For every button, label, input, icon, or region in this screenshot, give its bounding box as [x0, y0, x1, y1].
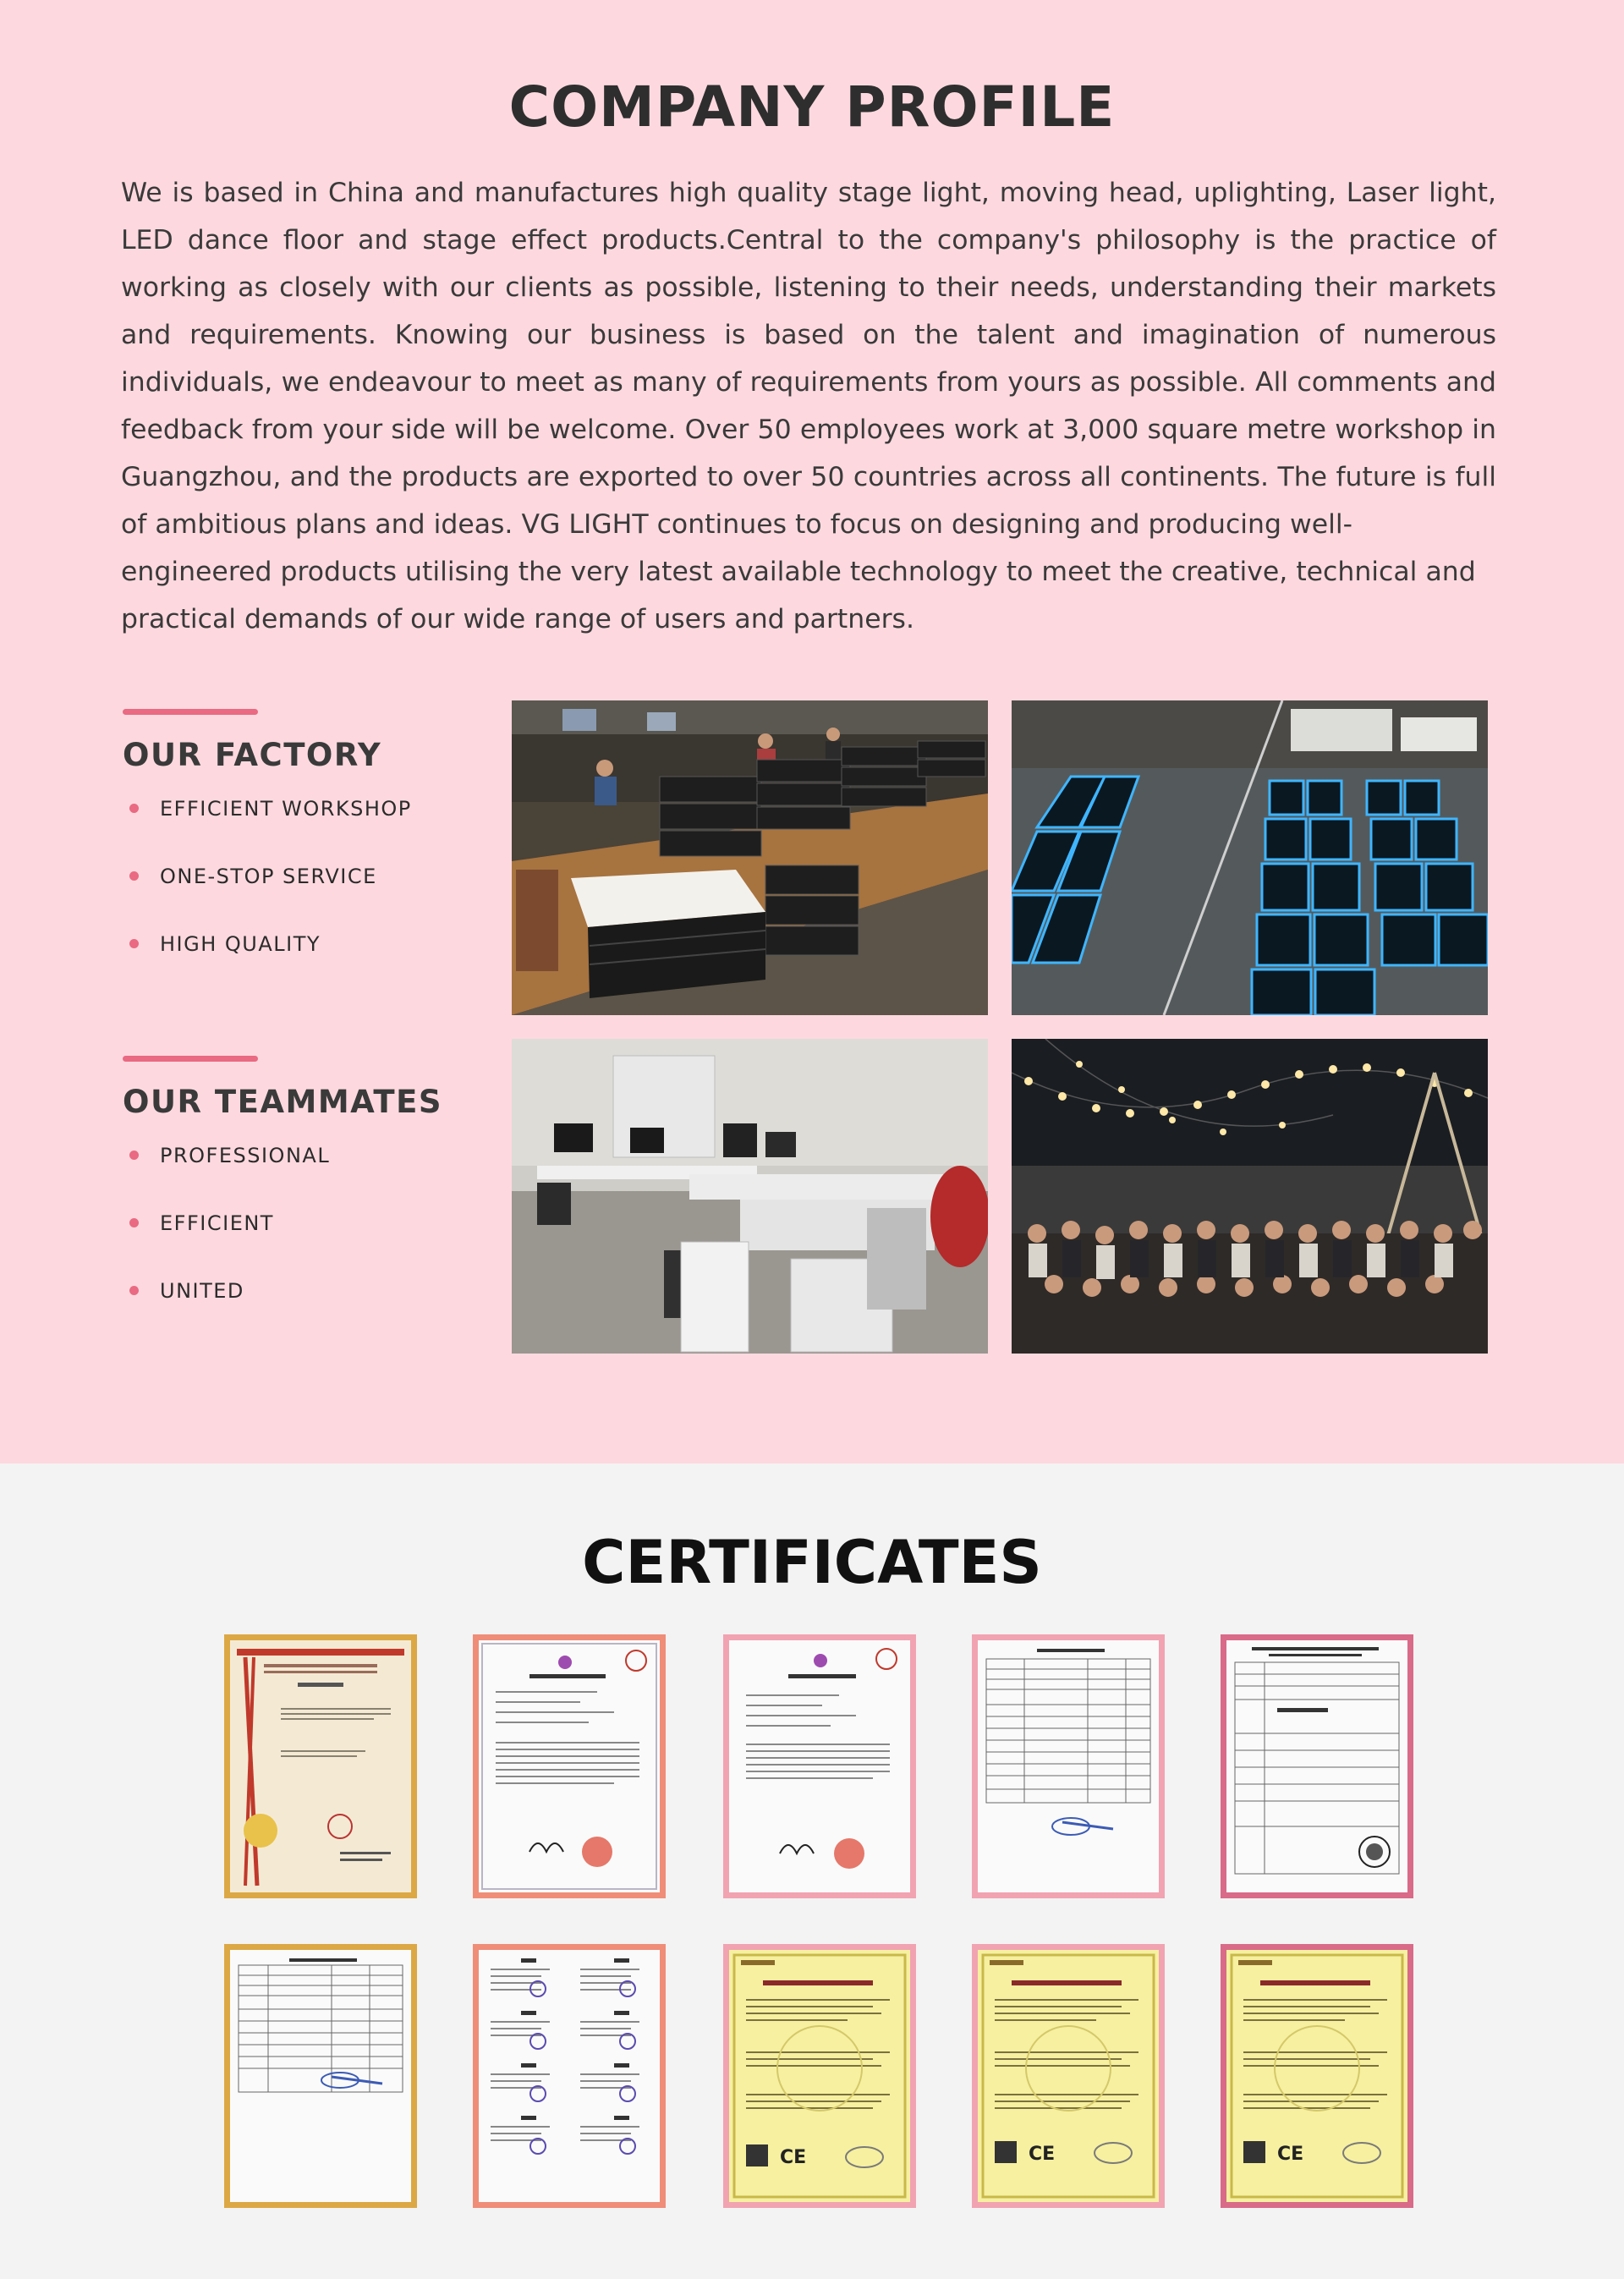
- list-item: EFFICIENT WORKSHOP: [123, 792, 546, 859]
- factory-block: [123, 709, 546, 995]
- certificate-image: [723, 1944, 916, 2208]
- profile-paragraph: We is based in China and manufactures high quality stage light, moving head, uplighting, Laser light, LED dance floor and stage effect products.Central to the company's philosophy is the practice of working as closely with our clients as possible, listening to their needs, understanding their markets and requirements. Knowing our business is based on the talent and imagination of numerous individuals, we endeavour to meet as many of requirements from yours as possible. All comments and feedback from your side will be welcome. Over 50 employees work at 3,000 square metre workshop in Guangzhou, and the products are exported to over 50 countries across all continents. The future is full of ambitious plans and ideas. VG LIGHT continues to focus on designing and producing well-: [121, 178, 1496, 540]
- certificate-image: [473, 1944, 666, 2208]
- team-group-photo: [1012, 1039, 1488, 1354]
- teammates-heading: OUR TEAMMATES: [123, 1084, 443, 1120]
- profile-title: COMPANY PROFILE: [508, 74, 1116, 140]
- bullet-dot-icon: [129, 1286, 139, 1295]
- factory-list: [123, 792, 546, 995]
- certificate-image: [972, 1944, 1165, 2208]
- svg-text:CE: CE: [1277, 2144, 1304, 2165]
- certificate-image: [972, 1634, 1165, 1898]
- list-item: PROFESSIONAL: [123, 1139, 546, 1206]
- svg-text:CE: CE: [1029, 2144, 1056, 2165]
- certificate-image: [224, 1634, 417, 1898]
- bullet-dot-icon: [129, 939, 139, 948]
- office-photo: [512, 1039, 988, 1354]
- teammates-list: [123, 1139, 546, 1342]
- certificate-image: [473, 1634, 666, 1898]
- bullet-dot-icon: [129, 804, 139, 813]
- certificate-image: [723, 1634, 916, 1898]
- bullet-dot-icon: [129, 871, 139, 881]
- profile-paragraph-tail: engineered products utilising the very latest available technology to meet the creative, technical and practical demands of our wide range of users and partners.: [121, 557, 1476, 634]
- certificate-image: [1221, 1944, 1413, 2208]
- workshop-assembly-photo: [512, 700, 988, 1015]
- profile-description: [121, 169, 1496, 643]
- list-item: EFFICIENT: [123, 1206, 546, 1274]
- list-item: HIGH QUALITY: [123, 927, 546, 995]
- certificates-title: CERTIFICATES: [582, 1528, 1042, 1597]
- bullet-dot-icon: [129, 1218, 139, 1227]
- teammates-block: [123, 1056, 546, 1342]
- certificate-image: [224, 1944, 417, 2208]
- factory-heading: OUR FACTORY: [123, 737, 382, 773]
- accent-bar: [123, 709, 258, 715]
- certificate-image: [1221, 1634, 1413, 1898]
- led-dance-floor-rows-photo: [1012, 700, 1488, 1015]
- bullet-dot-icon: [129, 1150, 139, 1160]
- accent-bar: [123, 1056, 258, 1062]
- list-item: ONE-STOP SERVICE: [123, 859, 546, 927]
- list-item: UNITED: [123, 1274, 546, 1342]
- svg-text:CE: CE: [780, 2147, 807, 2168]
